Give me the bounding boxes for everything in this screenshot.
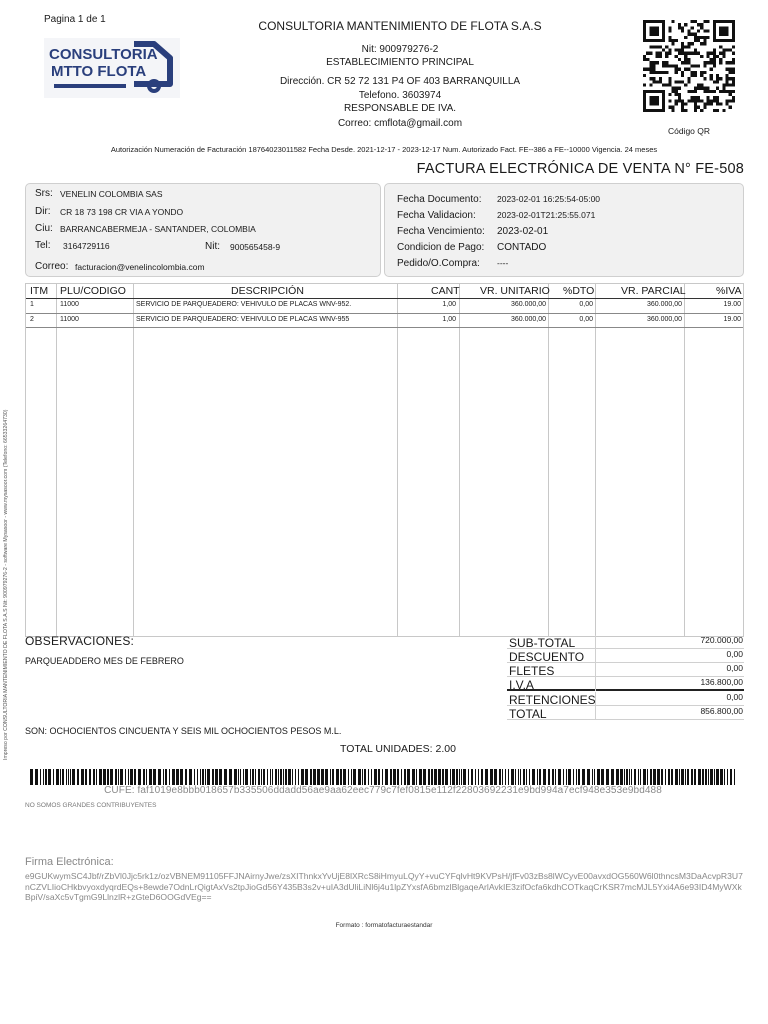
row2-partial-value: 360.000,00 <box>646 316 682 323</box>
client-tel-label: Tel: <box>35 240 51 251</box>
taxpayer-note: NO SOMOS GRANDES CONTRIBUYENTES <box>25 802 157 809</box>
company-tax-regime: RESPONSABLE DE IVA. <box>343 103 457 114</box>
row1-unit-value: 360.000,00 <box>510 301 546 308</box>
items-table <box>25 283 744 637</box>
client-nit: 900565458-9 <box>230 242 281 252</box>
company-establishment: ESTABLECIMIENTO PRINCIPAL <box>326 57 474 68</box>
header-plu: PLU/CODIGO <box>60 285 126 297</box>
subtotal-value: 720.000,00 <box>700 635 743 645</box>
header-discount: %DTO <box>563 285 595 297</box>
payment-condition: CONTADO <box>497 242 547 253</box>
header-partial-value: VR. PARCIAL <box>621 285 686 297</box>
page-indicator: Pagina 1 de 1 <box>44 14 106 25</box>
side-print-note: Impreso por CONSULTORIA MANTENIMIENTO DE FLOTA S.A.S Nit: 900979276-2 - software Mysasoor - www.mysasoor.com (Telefono: 66533264730) <box>3 409 9 760</box>
header-iva: %IVA <box>716 285 742 297</box>
format-label: Formato : formatofacturaestandar <box>335 922 433 929</box>
logo-text-line2: MTTO FLOTA <box>51 63 147 80</box>
row2-iva: 19.00 <box>723 316 741 323</box>
authorization-line: Autorización Numeración de Facturación 18764023011582 Fecha Desde. 2021-12-17 - 2023-12-17 Num. Autorizado Fact. FE--386 a FE--10000 Vigencia. 24 meses <box>110 145 658 154</box>
row2-itm: 2 <box>30 316 34 323</box>
doc-due: 2023-02-01 <box>497 226 549 237</box>
header-description: DESCRIPCIÓN <box>231 285 304 297</box>
company-name: CONSULTORIA MANTENIMIENTO DE FLOTA S.A.S <box>258 19 542 33</box>
header-itm: ITM <box>30 285 49 297</box>
client-box <box>25 183 381 277</box>
freight-label: FLETES <box>509 664 555 678</box>
client-email-label: Correo: <box>35 261 69 272</box>
row2-unit-value: 360.000,00 <box>510 316 546 323</box>
subtotal-row <box>507 635 744 649</box>
iva-label: I.V.A <box>509 678 534 692</box>
qr-code <box>643 20 735 112</box>
client-dir-label: Dir: <box>35 206 51 217</box>
iva-row <box>507 677 744 691</box>
subtotal-label: SUB-TOTAL <box>509 636 576 650</box>
header-unit-value: VR. UNITARIO <box>480 285 550 297</box>
barcode <box>30 769 736 785</box>
company-email: Correo: cmflota@gmail.com <box>337 118 463 129</box>
company-logo <box>44 38 180 98</box>
items-header-row <box>26 284 743 299</box>
total-units: TOTAL UNIDADES: 2.00 <box>340 743 456 755</box>
electronic-signature-label: Firma Electrónica: <box>25 856 114 868</box>
purchase-order: ---- <box>497 258 509 268</box>
doc-date-label: Fecha Documento: <box>397 194 482 205</box>
table-row <box>26 327 743 328</box>
client-srs-label: Srs: <box>35 188 53 199</box>
client-ciu-label: Ciu: <box>35 223 53 234</box>
freight-value: 0,00 <box>726 663 743 673</box>
company-info <box>230 20 570 130</box>
row1-discount: 0,00 <box>579 301 593 308</box>
client-email: facturacion@venelincolombia.com <box>75 262 205 272</box>
retentions-value: 0,00 <box>726 692 743 702</box>
client-phone: 3164729116 <box>63 241 110 251</box>
row1-partial-value: 360.000,00 <box>646 301 682 308</box>
logo-text-line1: CONSULTORIA <box>49 46 158 63</box>
iva-value: 136.800,00 <box>700 677 743 687</box>
document-box <box>384 183 744 277</box>
retentions-label: RETENCIONES <box>509 693 596 707</box>
row1-description: SERVICIO DE PARQUEADERO: VEHIVULO DE PLACAS WNV-952. <box>136 301 352 308</box>
row1-cant: 1,00 <box>442 301 456 308</box>
total-label: TOTAL <box>509 707 547 721</box>
total-value: 856.800,00 <box>700 706 743 716</box>
row2-description: SERVICIO DE PARQUEADERO: VEHIVULO DE PLACAS WNV-955 <box>136 316 350 323</box>
observations-text: PARQUEADDERO MES DE FEBRERO <box>25 656 184 666</box>
electronic-signature: e9GUKwymSC4Jbf/rZbVl0Jjc5rk1z/ozVBNEM91105FFJNAirnyJwe/zsXIThnkxYvUjE8lXRcS8iHmyuLQyY+vuCYFqlvHt9KVPsH/jfFv03zBs8lWCyvE00avxdOG560W6l0thncsM3DaAcvpR3U7nCZVLIioCHkbvyoxdyqrdEQs+8ewde7OdnLrQigtAxVs2tpJioGd56Y435B3s2v+uIA3dUliLiNl6j4u1lpZYxsfA6bmzlBlgaqeArlAvkIE3zifOcfa6kdhCOTkaqCrKSR7mcMJL5Yxi4A6e93ID4MyWXkBpiV/saXc5vTgmG9LlnzlR+zGteD6OOGdVEg== <box>25 871 743 902</box>
row1-itm: 1 <box>30 301 34 308</box>
qr-code-label: Código QR <box>667 126 711 136</box>
row2-plu: 11000 <box>60 316 79 323</box>
client-address: CR 18 73 198 CR VIA A YONDO <box>60 207 184 217</box>
row1-iva: 19.00 <box>723 301 741 308</box>
company-address: Dirección. CR 52 72 131 P4 OF 403 BARRANQUILLA <box>279 76 521 87</box>
total-row <box>507 706 744 720</box>
client-name: VENELIN COLOMBIA SAS <box>60 189 163 199</box>
invoice-title: FACTURA ELECTRÓNICA DE VENTA N° FE-508 <box>416 161 744 177</box>
doc-date: 2023-02-01 16:25:54-05:00 <box>497 194 601 204</box>
doc-validation-label: Fecha Validacion: <box>397 210 476 221</box>
amount-in-words: SON: OCHOCIENTOS CINCUENTA Y SEIS MIL OCHOCIENTOS PESOS M.L. <box>25 726 342 736</box>
company-nit: Nit: 900979276-2 <box>361 44 439 55</box>
table-row <box>26 313 743 314</box>
discount-value: 0,00 <box>726 649 743 659</box>
client-nit-label: Nit: <box>205 241 220 252</box>
doc-validation: 2023-02-01T21:25:55.071 <box>497 210 596 220</box>
row2-discount: 0,00 <box>579 316 593 323</box>
company-phone: Telefono. 3603974 <box>358 90 442 101</box>
row1-plu: 11000 <box>60 301 79 308</box>
cufe-code: CUFE: faf1019e8bbb018657b335506ddadd56ae9aa62eec779c7fef0815e112f22803692231e9bd994a7ecf948e353e9bd488 <box>104 785 662 796</box>
observations-title: OBSERVACIONES: <box>25 634 135 648</box>
header-cant: CANT <box>431 285 460 297</box>
discount-row <box>507 649 744 663</box>
doc-due-label: Fecha Vencimiento: <box>397 226 485 237</box>
retentions-row <box>507 692 744 706</box>
purchase-order-label: Pedido/O.Compra: <box>397 258 480 269</box>
payment-condition-label: Condicion de Pago: <box>397 242 485 253</box>
freight-row <box>507 663 744 677</box>
row2-cant: 1,00 <box>442 316 456 323</box>
client-city: BARRANCABERMEJA - SANTANDER, COLOMBIA <box>60 224 256 234</box>
discount-label: DESCUENTO <box>509 650 585 664</box>
